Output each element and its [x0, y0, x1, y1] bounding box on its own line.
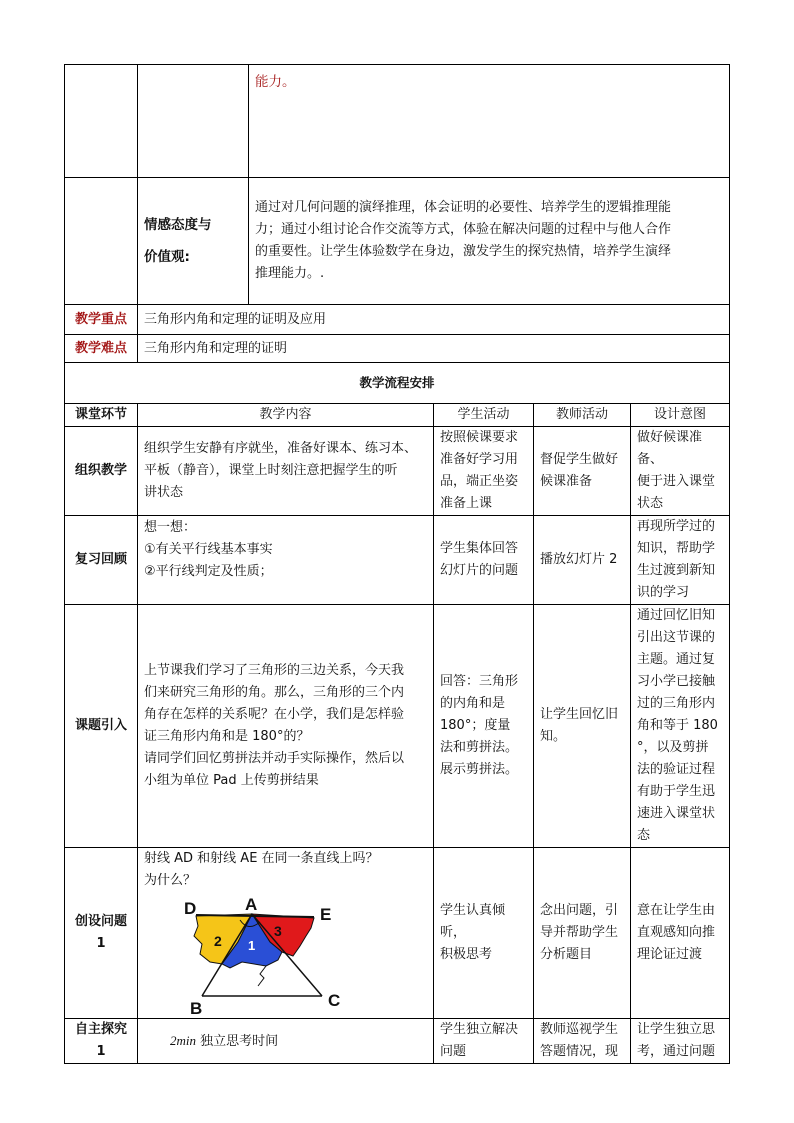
label-angle-1: 1 [248, 938, 256, 953]
flow-title: 教学流程安排 [65, 363, 730, 404]
intent-line: 让学生独立思 [637, 1022, 716, 1037]
content-cell [138, 1019, 434, 1064]
intent-line: 便于进入课堂 [637, 474, 716, 489]
student-cell [434, 516, 534, 605]
content-cell [138, 516, 434, 605]
ability-text-cell [249, 65, 730, 178]
header-student: 学生活动 [434, 404, 534, 427]
label-angle-3: 3 [274, 923, 282, 939]
intent-line: 速进入课堂状 [637, 806, 716, 821]
stage-cell [65, 848, 138, 1019]
student-line: 问题 [440, 1044, 467, 1059]
intent-cell [631, 427, 730, 516]
content-line: 证三角形内角和是 180°的？ [144, 729, 310, 744]
teacher-line: 导并帮助学生 [540, 925, 619, 940]
label-a: A [245, 898, 258, 914]
content-line: 射线 AD 和射线 AE 在同一条直线上吗？ [144, 851, 379, 866]
student-line: 准备上课 [440, 496, 493, 511]
label-d: D [184, 899, 197, 918]
content-line: 请同学们回忆剪拼法并动手实际操作，然后以 [144, 751, 405, 766]
intent-line: 引出这节课的 [637, 630, 716, 645]
intent-line: 习小学已接触 [637, 674, 716, 689]
attitude-line: 力；通过小组讨论合作交流等方式，体验在解决问题的过程中与他人合作 [255, 222, 672, 237]
teacher-cell [534, 427, 631, 516]
header-content: 教学内容 [138, 404, 434, 427]
teacher-line: 答题情况，现 [540, 1044, 619, 1059]
intent-line: 有助于学生迅 [637, 784, 716, 799]
content-line: 为什么？ [144, 873, 197, 888]
teacher-cell [534, 605, 631, 848]
content-line: 组织学生安静有序就坐，准备好课本、练习本、 [144, 441, 418, 456]
attitude-label-line: 价值观: [144, 249, 190, 265]
intent-line: 法的验证过程 [637, 762, 716, 777]
difficulty-value: 三角形内角和定理的证明 [138, 335, 730, 363]
student-line: 的内角和是 [440, 696, 506, 711]
teacher-cell [534, 1019, 631, 1064]
key-point-label: 教学重点 [65, 305, 138, 335]
content-cell [138, 848, 434, 1019]
teacher-line: 督促学生做好 [540, 452, 619, 467]
cut-line [258, 966, 266, 986]
teacher-line: 分析题目 [540, 947, 593, 962]
stage-cell: 复习回顾 [65, 516, 138, 605]
intent-line: 通过回忆旧知 [637, 608, 716, 623]
content-line: 小组为单位 Pad 上传剪拼结果 [144, 773, 319, 788]
teacher-line: 知。 [540, 729, 567, 744]
table-row [65, 1019, 730, 1064]
student-line: 学生认真倾听， [440, 903, 506, 940]
blank-cell [65, 65, 138, 178]
intent-line: 主题。通过复 [637, 652, 716, 667]
table-row [65, 605, 730, 848]
label-angle-2: 2 [214, 933, 222, 949]
attitude-line: 的重要性。让学生体验数学在身边，激发学生的探究热情，培养学生演绎 [255, 244, 672, 259]
label-b: B [190, 999, 203, 1018]
intent-line: 识的学习 [637, 585, 690, 600]
intent-line: 态 [637, 828, 651, 843]
stage-line: 创设问题 [74, 914, 127, 929]
content-line: 想一想： [144, 520, 197, 535]
intent-cell [631, 1019, 730, 1064]
student-cell [434, 427, 534, 516]
stage-cell: 课题引入 [65, 605, 138, 848]
student-line: 学生独立解决 [440, 1022, 519, 1037]
attitude-label-line: 情感态度与 [144, 217, 212, 233]
blank-cell [65, 178, 138, 305]
difficulty-label: 教学难点 [65, 335, 138, 363]
stage-line: 1 [96, 936, 106, 951]
content-line: 平板（静音），课堂上时刻注意把握学生的听 [144, 463, 398, 478]
intent-line: °，以及剪拼 [637, 740, 709, 755]
teacher-line: 念出问题，引 [540, 903, 619, 918]
blank-cell [138, 65, 249, 178]
content-line: ②平行线判定及性质； [144, 564, 273, 579]
intent-line: 考，通过问题 [637, 1044, 716, 1059]
student-line: 按照候课要求 [440, 430, 519, 445]
teacher-line: 让学生回忆旧 [540, 707, 619, 722]
ability-text: 能力。 [255, 74, 296, 90]
student-line: 积极思考 [440, 947, 493, 962]
label-c: C [328, 991, 341, 1010]
table-row [65, 427, 730, 516]
stage-cell [65, 1019, 138, 1064]
content-cell [138, 427, 434, 516]
intent-line: 过的三角形内 [637, 696, 716, 711]
stage-cell: 组织教学 [65, 427, 138, 516]
triangle-figure [182, 898, 352, 1018]
ability-row [65, 65, 730, 178]
intent-line: 意在让学生由 [637, 903, 716, 918]
flow-title-row [65, 363, 730, 404]
key-point-row [65, 305, 730, 335]
intent-cell [631, 605, 730, 848]
header-row [65, 404, 730, 427]
student-line: 回答：三角形 [440, 674, 519, 689]
student-line: 准备好学习用 [440, 452, 519, 467]
intent-line: 生过渡到新知 [637, 563, 716, 578]
intent-line: 做好候课准备、 [637, 430, 703, 467]
content-line: 讲状态 [144, 485, 184, 500]
content-line: 上节课我们学习了三角形的三边关系，今天我 [144, 663, 405, 678]
content-line: ①有关平行线基本事实 [144, 542, 273, 557]
time-em: 2min [170, 1032, 196, 1048]
student-line: 展示剪拼法。 [440, 762, 519, 777]
intent-cell [631, 516, 730, 605]
student-line: 法和剪拼法。 [440, 740, 519, 755]
attitude-label [138, 178, 249, 305]
intent-line: 知识，帮助学 [637, 541, 716, 556]
teacher-line: 候课准备 [540, 474, 593, 489]
intent-line: 状态 [637, 496, 664, 511]
student-cell [434, 848, 534, 1019]
content-line: 们来研究三角形的角。那么，三角形的三个内 [144, 685, 405, 700]
table-row [65, 848, 730, 1019]
student-line: 学生集体回答 [440, 541, 519, 556]
stage-line: 1 [96, 1044, 106, 1059]
teacher-cell [534, 848, 631, 1019]
intent-line: 理论证过渡 [637, 947, 703, 962]
difficulty-row [65, 335, 730, 363]
intent-cell [631, 848, 730, 1019]
content-rest: 独立思考时间 [196, 1033, 279, 1049]
teacher-line: 教师巡视学生 [540, 1022, 619, 1037]
student-line: 180°；度量 [440, 718, 511, 733]
content-cell [138, 605, 434, 848]
student-line: 品，端正坐姿 [440, 474, 519, 489]
table-row [65, 516, 730, 605]
student-cell [434, 1019, 534, 1064]
header-intent: 设计意图 [631, 404, 730, 427]
content-line: 角存在怎样的关系呢？在小学，我们是怎样验 [144, 707, 405, 722]
intent-line: 直观感知向推 [637, 925, 716, 940]
stage-line: 自主探究 [74, 1022, 127, 1037]
teacher-cell: 播放幻灯片 2 [534, 516, 631, 605]
attitude-row [65, 178, 730, 305]
attitude-line: 推理能力。. [255, 266, 325, 281]
label-e: E [320, 905, 332, 924]
header-stage: 课堂环节 [65, 404, 138, 427]
intent-line: 角和等于 180 [637, 718, 718, 733]
key-point-value: 三角形内角和定理的证明及应用 [138, 305, 730, 335]
student-line: 幻灯片的问题 [440, 563, 519, 578]
intent-line: 再现所学过的 [637, 519, 716, 534]
lesson-plan-table [64, 64, 730, 1064]
attitude-text [249, 178, 730, 305]
student-cell [434, 605, 534, 848]
attitude-line: 通过对几何问题的演绎推理，体会证明的必要性、培养学生的逻辑推理能 [255, 200, 672, 215]
header-teacher: 教师活动 [534, 404, 631, 427]
